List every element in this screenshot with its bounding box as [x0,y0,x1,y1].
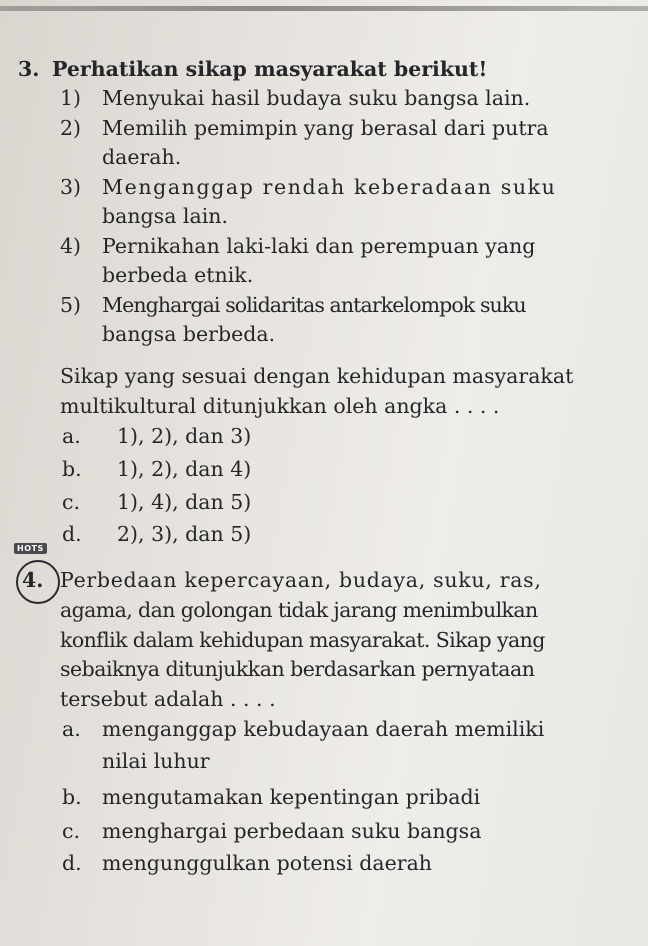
item-text: bangsa berbeda. [102,322,276,346]
option-text: mengutamakan kepentingan pribadi [102,785,481,809]
item-text: Menghargai solidaritas antarkelompok suku [102,293,526,317]
option-letter: a. [62,717,81,741]
item-text: Menyukai hasil budaya suku bangsa lain. [102,86,531,110]
hots-badge: HOTS [14,543,47,554]
item-number: 5) [60,293,82,317]
option-letter: b. [62,457,82,481]
option-text: menghargai perbedaan suku bangsa [102,819,482,843]
question-text: Perhatikan sikap masyarakat berikut! [52,57,488,81]
prompt-text: multikultural ditunjukkan oleh angka . . . . [60,394,500,418]
option-text: menganggap kebudayaan daerah memiliki [102,717,545,741]
item-number: 4) [60,234,82,258]
option-text: 1), 2), dan 4) [117,457,252,481]
item-text: Memilih pemimpin yang berasal dari putra [102,116,549,140]
item-text: daerah. [102,145,182,169]
question-text: Perbedaan kepercayaan, budaya, suku, ras, [60,568,542,592]
option-letter: c. [62,490,80,514]
option-text: 1), 2), dan 3) [117,424,252,448]
option-text: 1), 4), dan 5) [117,490,252,514]
page-top-edge [0,6,648,11]
option-letter: a. [62,424,81,448]
option-letter: b. [62,785,82,809]
question-number: 3. [18,57,40,81]
question-text: tersebut adalah . . . . [60,687,276,711]
option-text: mengunggulkan potensi daerah [102,851,433,875]
option-letter: d. [62,851,82,875]
option-letter: d. [62,522,82,546]
item-text: berbeda etnik. [102,263,254,287]
item-number: 1) [60,86,82,110]
question-text: konflik dalam kehidupan masyarakat. Sikap yang [60,628,545,652]
item-text: bangsa lain. [102,204,228,228]
question-text: sebaiknya ditunjukkan berdasarkan pernyataan [60,657,535,681]
question-number: 4. [22,568,44,592]
option-letter: c. [62,819,80,843]
option-text: nilai luhur [102,749,210,773]
item-text: Menganggap rendah keberadaan suku [102,175,557,199]
item-number: 3) [60,175,82,199]
item-text: Pernikahan laki-laki dan perempuan yang [102,234,536,258]
item-number: 2) [60,116,82,140]
prompt-text: Sikap yang sesuai dengan kehidupan masyarakat [60,364,574,388]
option-text: 2), 3), dan 5) [117,522,252,546]
question-text: agama, dan golongan tidak jarang menimbulkan [60,598,538,622]
